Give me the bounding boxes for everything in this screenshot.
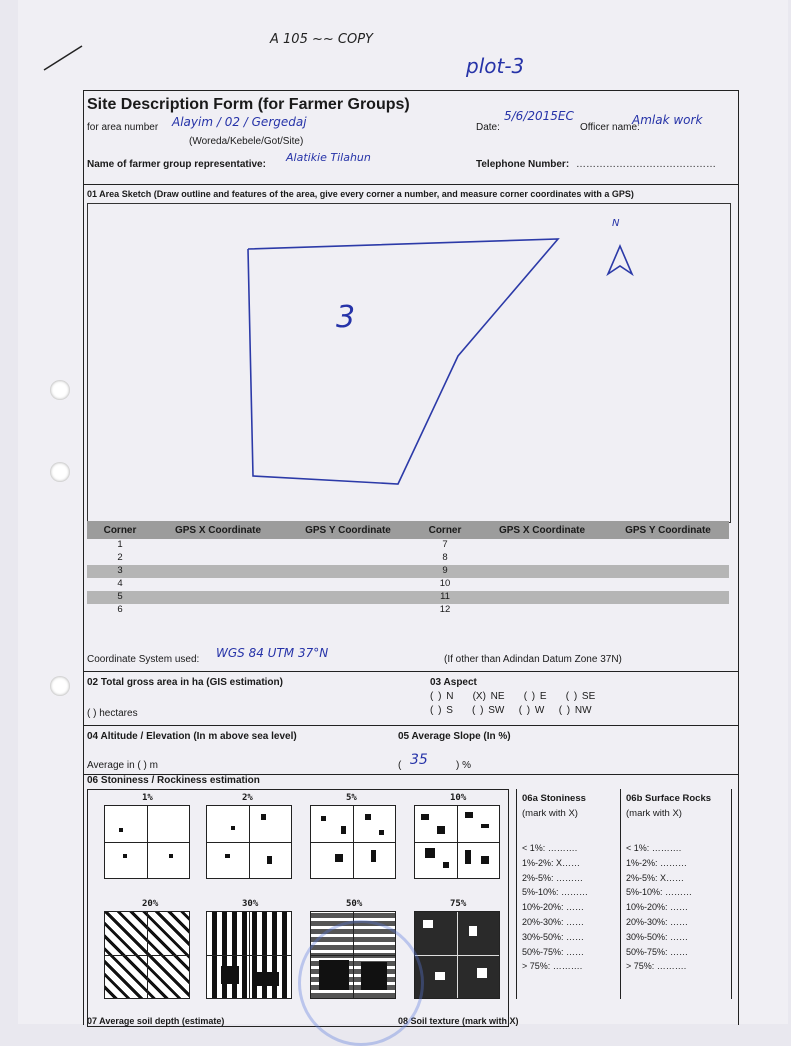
pct-label: 20% — [142, 899, 159, 909]
aspect-e[interactable]: ( ) E — [523, 691, 547, 702]
stoniness-10pct — [414, 805, 500, 879]
corner-cell: 2 — [117, 552, 123, 563]
col-a-list[interactable] — [522, 841, 588, 974]
table-row — [87, 539, 729, 552]
table-row — [87, 578, 729, 591]
aspect-w[interactable]: ( ) W — [518, 705, 545, 716]
pct-label: 1% — [142, 793, 153, 803]
coord-system-note: (If other than Adindan Datum Zone 37N) — [444, 654, 622, 665]
slope-open: ( — [398, 760, 402, 771]
corner-cell: 11 — [440, 591, 450, 602]
stoniness-75pct — [414, 911, 500, 999]
altitude-heading: 04 Altitude / Elevation (In m above sea level) — [87, 731, 297, 742]
corner-cell: 9 — [442, 565, 448, 576]
stoniness-30pct — [206, 911, 292, 999]
area-hint: (Woreda/Kebele/Got/Site) — [189, 136, 304, 147]
col-gps-y-2: GPS Y Coordinate — [625, 525, 711, 536]
slope-heading: 05 Average Slope (In %) — [398, 731, 511, 742]
col-corner: Corner — [103, 525, 137, 536]
officer-label: Officer name: — [580, 122, 640, 133]
col-b-option[interactable]: < 1%: ………. — [626, 843, 682, 853]
area-heading: 02 Total gross area in ha (GIS estimation) — [87, 677, 283, 688]
stoniness-20pct — [104, 911, 190, 999]
col-a-option[interactable]: 20%-30%: …… — [522, 916, 585, 927]
aspect-nw[interactable]: ( ) NW — [558, 705, 592, 716]
col-a-option[interactable]: 1%-2%: X…… — [522, 857, 581, 868]
stoniness-5pct — [310, 805, 396, 879]
phone-value[interactable]: …………………………………… — [576, 159, 716, 170]
aspect-n[interactable]: ( ) N — [430, 691, 454, 702]
rep-value[interactable]: Alatikie Tilahun — [286, 151, 371, 164]
col-b-option[interactable]: 50%-75%: …… — [626, 946, 689, 957]
col-a-option[interactable]: > 75%: ………. — [522, 961, 583, 972]
plot-number: 3 — [336, 300, 356, 335]
pct-label: 2% — [242, 793, 253, 803]
col-b-option[interactable]: 10%-20%: …… — [626, 902, 689, 913]
col-a-option[interactable]: 5%-10%: ……… — [522, 887, 589, 898]
pen-stroke — [40, 40, 90, 80]
table-row — [87, 591, 729, 604]
plot-note: plot-3 — [466, 54, 525, 78]
col-corner-2: Corner — [428, 525, 462, 536]
divider — [84, 184, 738, 185]
aspect-s[interactable]: ( ) S — [430, 705, 453, 716]
table-row — [87, 552, 729, 565]
divider — [84, 671, 738, 672]
coord-system-label: Coordinate System used: — [87, 654, 200, 665]
pct-label: 75% — [450, 899, 467, 909]
col-b-option[interactable]: 1%-2%: ……… — [626, 857, 688, 868]
corner-cell: 1 — [117, 539, 123, 550]
phone-label: Telephone Number: — [476, 159, 570, 170]
pct-label: 10% — [450, 793, 467, 803]
official-stamp — [298, 920, 424, 1046]
col-b-option[interactable]: 2%-5%: X…… — [626, 872, 685, 883]
aspect-row-2[interactable] — [430, 705, 592, 716]
rep-label: Name of farmer group representative: — [87, 159, 266, 170]
stoniness-2pct — [206, 805, 292, 879]
col-a-sub: (mark with X) — [522, 808, 578, 819]
col-a-option[interactable]: 10%-20%: …… — [522, 902, 585, 913]
aspect-se[interactable]: ( ) SE — [565, 691, 596, 702]
site-description-form — [83, 90, 739, 1025]
corner-cell: 12 — [439, 604, 451, 615]
corner-cell: 10 — [439, 578, 451, 589]
col-b-title: 06b Surface Rocks — [626, 793, 712, 804]
date-value[interactable]: 5/6/2015EC — [504, 109, 574, 123]
corner-cell: 4 — [117, 578, 123, 589]
col-gps-x-2: GPS X Coordinate — [498, 525, 586, 536]
stoniness-heading: 06 Stoniness / Rockiness estimation — [87, 775, 260, 786]
aspect-ne[interactable]: (X) NE — [472, 691, 505, 702]
col-gps-x: GPS X Coordinate — [174, 525, 262, 536]
col-b-option[interactable]: 5%-10%: ……… — [626, 887, 693, 898]
plot-outline-drawing — [88, 204, 730, 522]
corner-cell: 7 — [442, 539, 448, 550]
col-a-title: 06a Stoniness — [522, 793, 586, 804]
punch-hole — [50, 380, 70, 400]
col-a-option[interactable]: 50%-75%: …… — [522, 946, 585, 957]
table-row — [87, 565, 729, 578]
altitude-field[interactable]: Average in ( ) m — [87, 760, 158, 771]
corner-cell: 5 — [117, 591, 123, 602]
punch-hole — [50, 676, 70, 696]
pct-label: 30% — [242, 899, 259, 909]
coord-system-value[interactable]: WGS 84 UTM 37°N — [216, 646, 329, 660]
corner-cell: 6 — [117, 604, 123, 615]
aspect-sw[interactable]: ( ) SW — [472, 705, 505, 716]
corner-cell: 3 — [117, 565, 123, 576]
sketch-heading: 01 Area Sketch (Draw outline and features of the area, give every corner a number, and measure corner coordinates with a GPS) — [87, 189, 634, 199]
col-b-option[interactable]: 20%-30%: …… — [626, 916, 689, 927]
table-row — [87, 604, 729, 617]
divider — [84, 725, 738, 726]
pct-label: 5% — [346, 793, 357, 803]
soil-texture-heading: 08 Soil texture (mark with X) — [398, 1016, 519, 1026]
date-label: Date: — [476, 122, 500, 133]
coordinates-table — [87, 521, 729, 617]
aspect-heading: 03 Aspect — [430, 677, 477, 688]
form-title: Site Description Form (for Farmer Groups) — [87, 96, 410, 113]
corner-cell: 8 — [442, 552, 448, 563]
officer-value[interactable]: Amlak work — [632, 113, 703, 127]
aspect-row-1[interactable] — [430, 691, 595, 702]
table-header — [87, 521, 729, 539]
slope-value[interactable]: 35 — [410, 752, 428, 768]
area-label: for area number — [87, 122, 159, 133]
north-label: N — [612, 218, 620, 229]
soil-depth-heading: 07 Average soil depth (estimate) — [87, 1016, 225, 1026]
col-a-option[interactable]: < 1%: ………. — [522, 843, 578, 853]
stoniness-1pct — [104, 805, 190, 879]
pct-label: 50% — [346, 899, 363, 909]
col-b-list[interactable] — [626, 841, 692, 974]
col-b-option[interactable]: > 75%: ………. — [626, 961, 687, 972]
col-gps-y: GPS Y Coordinate — [305, 525, 391, 536]
area-sketch — [87, 203, 731, 523]
copy-note: A 105 ~~ COPY — [270, 32, 373, 47]
slope-unit: ) % — [456, 760, 471, 771]
punch-hole — [50, 462, 70, 482]
col-b-option[interactable]: 30%-50%: …… — [626, 931, 689, 942]
col-a-option[interactable]: 2%-5%: ……… — [522, 872, 584, 883]
hectares-field[interactable]: ( ) hectares — [87, 708, 138, 719]
col-b-sub: (mark with X) — [626, 808, 682, 819]
area-value[interactable]: Alayim / 02 / Gergedaj — [172, 115, 307, 129]
col-a-option[interactable]: 30%-50%: …… — [522, 931, 585, 942]
